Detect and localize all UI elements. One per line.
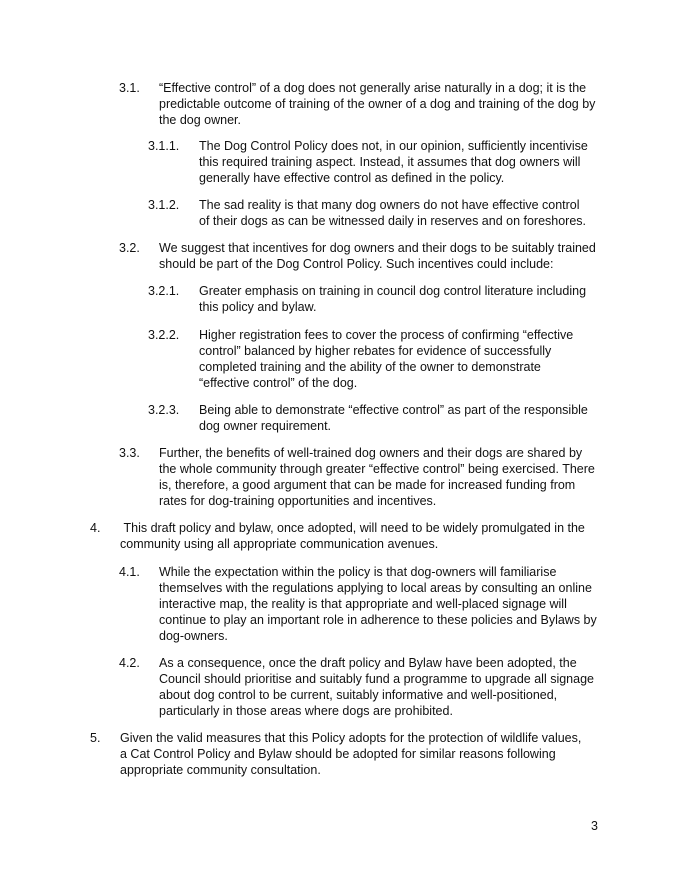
item-number: 3.1.1. bbox=[148, 139, 180, 153]
item-number: 3.2.3. bbox=[148, 403, 180, 417]
list-item-3-1 bbox=[119, 80, 599, 128]
list-item-3-2 bbox=[119, 240, 599, 272]
item-text: While the expectation within the policy is that dog-owners will familiarise themselves with the regulations applying to local areas by consulting an online interactive map, the reality is that appropriate and well-placed signage will continue to play an important role in adherence to these policies and Bylaws by dog-owners. bbox=[159, 565, 597, 643]
item-text: The sad reality is that many dog owners do not have effective control of their dogs as can be witnessed daily in reserves and on foreshores. bbox=[199, 198, 587, 228]
item-text: Further, the benefits of well-trained dog owners and their dogs are shared by the whole community through greater “effective control” being exercised. There is, therefore, a good argument that can be made for increased funding from rates for dog-training opportunities and incentives. bbox=[159, 446, 595, 508]
list-item-4 bbox=[90, 520, 590, 552]
item-number: 3.1. bbox=[119, 81, 140, 95]
item-text: “Effective control” of a dog does not generally arise naturally in a dog; it is the predictable outcome of training of the owner of a dog and training of the dog by the dog owner. bbox=[159, 81, 596, 127]
item-number: 5. bbox=[90, 731, 101, 745]
item-number: 3.3. bbox=[119, 446, 140, 460]
list-item-4-2 bbox=[119, 655, 599, 719]
list-item-3-1-1 bbox=[148, 138, 588, 186]
item-text: Greater emphasis on training in council dog control literature including this policy and bylaw. bbox=[199, 284, 587, 314]
item-text: Higher registration fees to cover the process of confirming “effective control” balanced by higher rebates for evidence of successfully completed training and the ability of the owner to demonstrate “effective control” of the dog. bbox=[199, 328, 574, 390]
item-number: 3.1.2. bbox=[148, 198, 180, 212]
item-text: The Dog Control Policy does not, in our opinion, sufficiently incentivise this required training aspect. Instead, it assumes that dog owners will generally have effective control as defined in the policy. bbox=[199, 139, 588, 185]
item-number: 4.2. bbox=[119, 656, 140, 670]
item-number: 3.2.2. bbox=[148, 328, 180, 342]
item-text: Being able to demonstrate “effective control” as part of the responsible dog owner requirement. bbox=[199, 403, 588, 433]
list-item-3-2-3 bbox=[148, 402, 588, 434]
list-item-3-2-2 bbox=[148, 327, 588, 391]
item-number: 3.2. bbox=[119, 241, 140, 255]
list-item-3-1-2 bbox=[148, 197, 588, 229]
item-number: 4. bbox=[90, 521, 101, 535]
item-text: This draft policy and bylaw, once adopted, will need to be widely promulgated in the community using all appropriate communication avenues. bbox=[120, 521, 589, 551]
item-number: 3.2.1. bbox=[148, 284, 180, 298]
item-text: Given the valid measures that this Policy adopts for the protection of wildlife values, a Cat Control Policy and Bylaw should be adopted for similar reasons following appropriate community consultation. bbox=[120, 731, 582, 777]
list-item-5 bbox=[90, 730, 590, 778]
item-text: As a consequence, once the draft policy and Bylaw have been adopted, the Council should prioritise and suitably fund a programme to upgrade all signage about dog control to be current, suitably informative and well-positioned, particularly in those areas where dogs are prohibited. bbox=[159, 656, 594, 718]
list-item-4-1 bbox=[119, 564, 599, 644]
list-item-3-2-1 bbox=[148, 283, 588, 315]
page-number: 3 bbox=[591, 819, 598, 833]
list-item-3-3 bbox=[119, 445, 599, 509]
item-text: We suggest that incentives for dog owners and their dogs to be suitably trained should be part of the Dog Control Policy. Such incentives could include: bbox=[159, 241, 596, 271]
item-number: 4.1. bbox=[119, 565, 140, 579]
